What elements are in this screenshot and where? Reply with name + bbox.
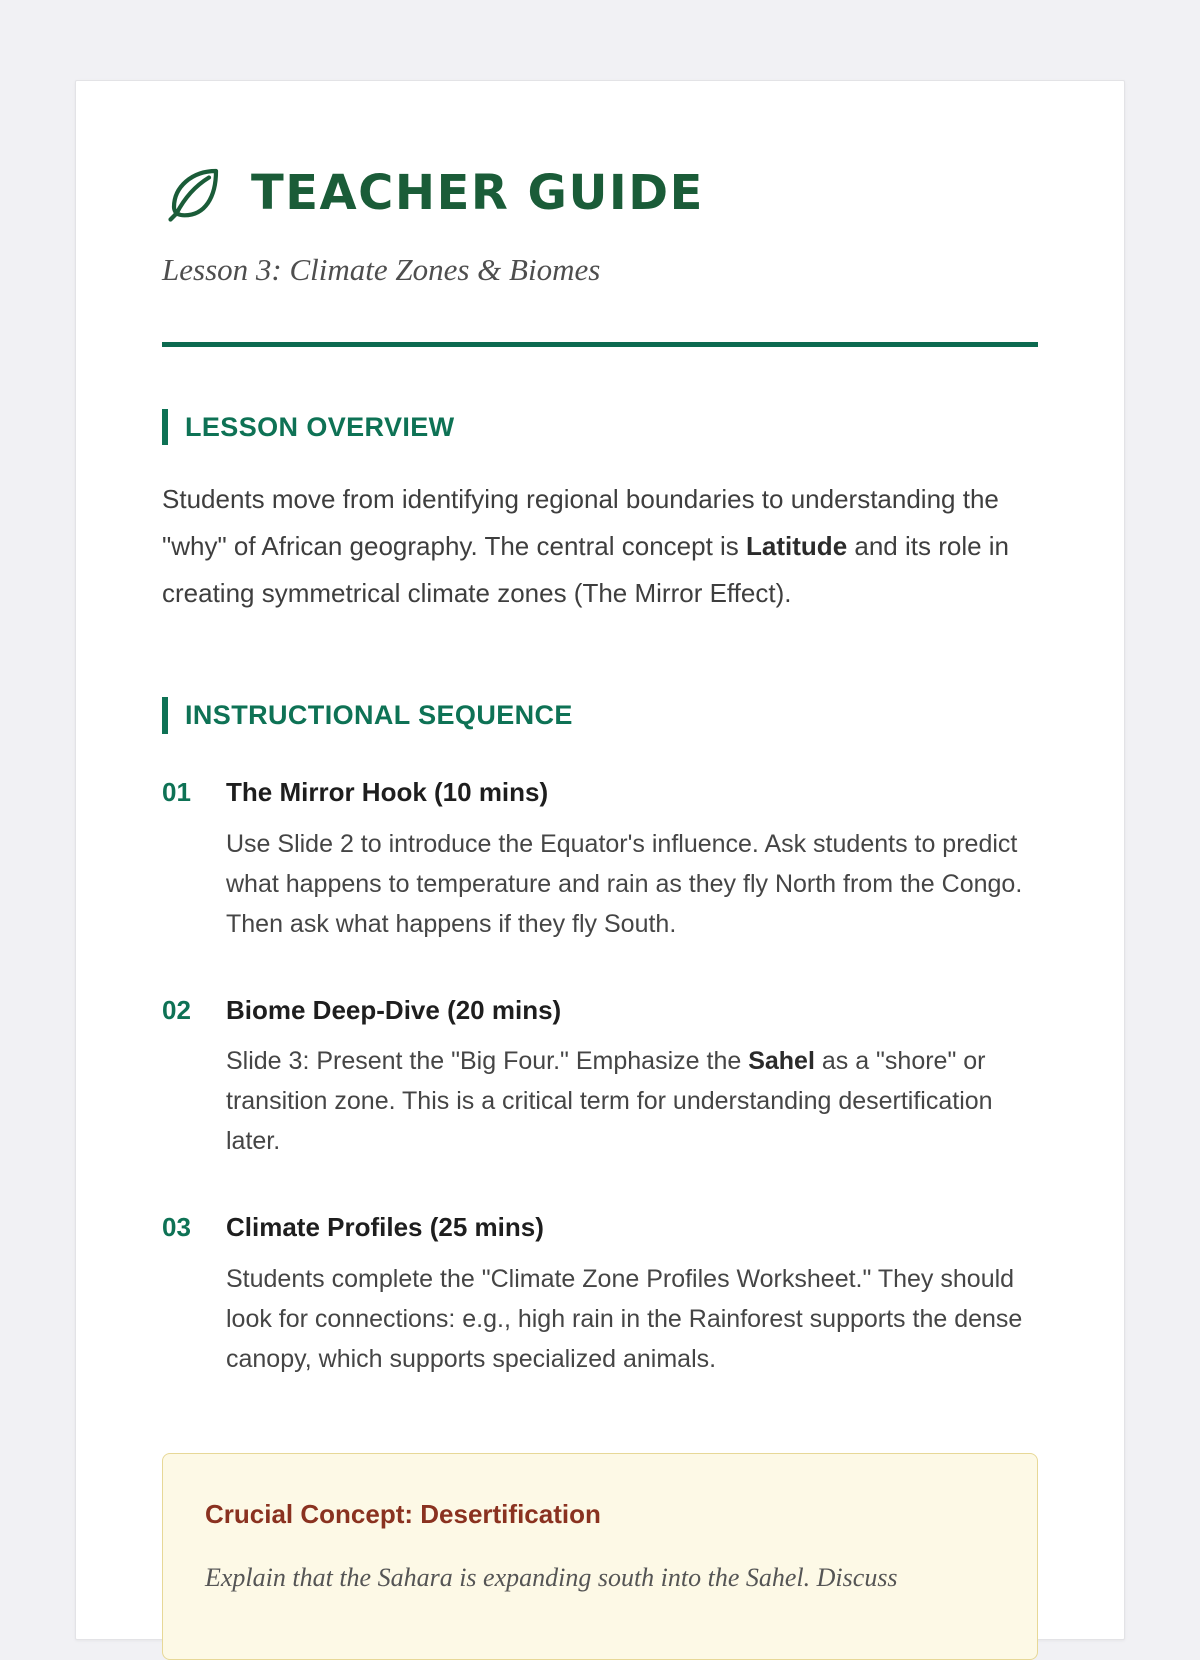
step-desc-text: Slide 3: Present the "Big Four." Emphasize the [226,1047,749,1076]
document-page [75,80,1125,1640]
step-item-3 [162,1211,1038,1379]
step-title: The Mirror Hook (10 mins) [226,776,549,807]
callout-desertification [162,1453,1038,1660]
callout-heading: Crucial Concept: Desertification [205,1499,601,1530]
step-number: 03 [162,1212,191,1243]
step-description [226,1259,1038,1379]
step-item-1 [162,776,1038,944]
step-title: Climate Profiles (25 mins) [226,1212,544,1243]
lesson-subtitle: Lesson 3: Climate Zones & Biomes [162,252,601,287]
keyword-latitude: Latitude [746,531,848,562]
section-instructional-sequence [162,697,1038,1379]
overview-heading: LESSON OVERVIEW [162,409,1038,445]
document-title: TEACHER GUIDE [251,165,704,221]
leaf-icon [162,161,226,225]
step-number: 02 [162,994,191,1025]
step-list [162,776,1038,1379]
overview-text-pre: Students move from identifying regional boundaries to understanding the "why" of African geography. The central concept is [162,484,999,562]
step-item-2 [162,994,1038,1162]
step-title: Biome Deep-Dive (20 mins) [226,994,562,1025]
step-description [226,1041,1038,1161]
sequence-heading: INSTRUCTIONAL SEQUENCE [162,697,1038,733]
step-number: 01 [162,776,191,807]
callout-body: Explain that the Sahara is expanding south into the Sahel. Discuss [205,1563,898,1593]
section-lesson-overview [162,409,1038,617]
overview-paragraph [162,476,1038,617]
step-desc-text: Use Slide 2 to introduce the Equator's influence. Ask students to predict what happens to temperature and rain as they fly North from the Congo. Then ask what happens if they fly South. [226,829,1023,938]
overview-text-post: and its role in creating symmetrical climate zones (The Mirror Effect). [162,531,1010,609]
step-description [226,824,1038,944]
step-desc-text: Students complete the "Climate Zone Profiles Worksheet." They should look for connections: e.g., high rain in the Rainforest supports the dense canopy, which supports specialized animals. [226,1265,1023,1374]
header-divider [162,342,1038,347]
step-desc-text-post: as a "shore" or transition zone. This is a critical term for understanding desertification later. [226,1047,993,1156]
document-header [162,161,1038,347]
brand-row [162,161,1038,225]
keyword-sahel: Sahel [748,1047,815,1076]
